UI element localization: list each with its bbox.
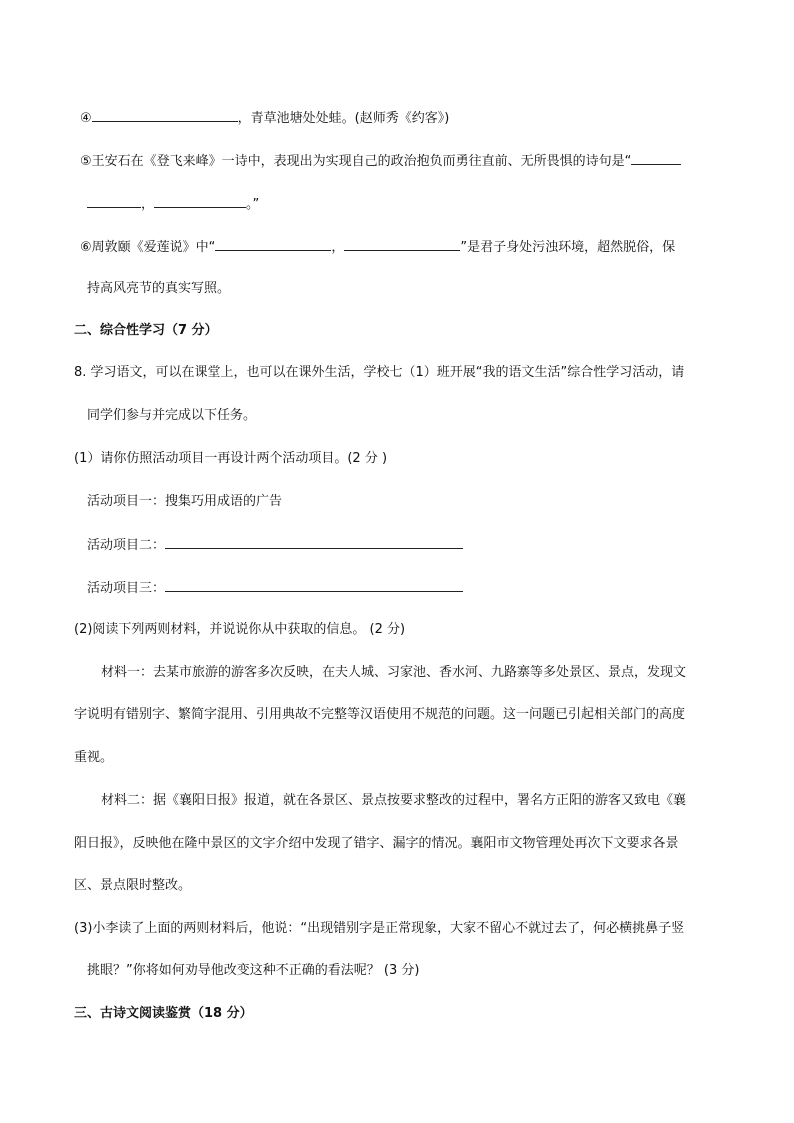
poem-line-6 [80,237,675,257]
question-8-cont: 同学们参与并完成以下任务。 [87,408,257,423]
material-2-cont: 阳日报》，反映他在隆中景区的文字介绍中发现了错字、漏字的情况。襄阳市文物管理处再次下文要求各景 [74,836,679,851]
material-2: 材料二：据《襄阳日报》报道，就在各景区、景点按要求整改的过程中，署名方正阳的游客又致电《襄 [101,793,687,808]
poem-line-4 [80,108,449,128]
material-2-end: 区、景点限时整改。 [74,878,192,893]
answer-blank[interactable] [344,237,460,251]
answer-blank[interactable] [87,194,141,208]
activity-1: 活动项目一：搜集巧用成语的广告 [87,494,283,509]
section-heading: 三、古诗文阅读鉴赏（18 分） [74,1006,253,1021]
answer-blank[interactable] [165,578,463,592]
answer-blank[interactable] [631,151,681,165]
section-heading: 二、综合性学习（7 分） [74,323,218,338]
text: ⑤王安石在《登飞来峰》一诗中，表现出为实现自己的政治抱负而勇往直前、无所畏惧的诗句是“ [80,154,632,169]
activity-3 [87,578,463,598]
label: 活动项目二： [87,538,166,553]
sub-question-3-cont: 挑眼？”你将如何劝导他改变这种不正确的看法呢？ (3 分) [87,963,420,978]
material-1-cont: 字说明有错别字、繁简字混用、引用典故不完整等汉语使用不规范的问题。这一问题已引起相关部门的高度 [74,707,686,722]
question-8: 8. 学习语文，可以在课堂上，也可以在课外生活，学校七（1）班开展“我的语文生活”综合性学习活动，请 [74,365,685,380]
item-number: ④ [80,111,92,126]
answer-blank[interactable] [165,535,463,549]
text: ⑥周敦颐《爱莲说》中“ [80,240,216,255]
text: ”是君子身处污浊环境，超然脱俗，保 [460,240,676,255]
text: ， [141,197,155,212]
answer-blank[interactable] [154,194,246,208]
activity-2 [87,535,463,555]
paragraph: 持高风亮节的真实写照。 [87,281,231,296]
poem-line-5-cont [87,194,259,214]
answer-blank[interactable] [92,108,238,122]
text: ， [331,240,345,255]
sub-question-3: (3)小李读了上面的两则材料后，他说：“出现错别字是正常现象，大家不留心不就过去了，何必横挑鼻子竖 [74,921,685,936]
material-1-end: 重视。 [74,750,114,765]
label: 活动项目三： [87,581,166,596]
text: 。” [246,197,260,212]
answer-blank[interactable] [215,237,331,251]
poem-line-5 [80,151,681,171]
sub-question-1: (1）请你仿照活动项目一再设计两个活动项目。(2 分 ) [74,451,388,466]
text: ，青草池塘处处蛙。(赵师秀《约客》) [237,111,450,126]
material-1: 材料一：去某市旅游的游客多次反映，在夫人城、习家池、香水河、九路寨等多处景区、景点，发现文 [101,665,687,680]
sub-question-2: (2)阅读下列两则材料，并说说你从中获取的信息。 (2 分) [74,622,406,637]
